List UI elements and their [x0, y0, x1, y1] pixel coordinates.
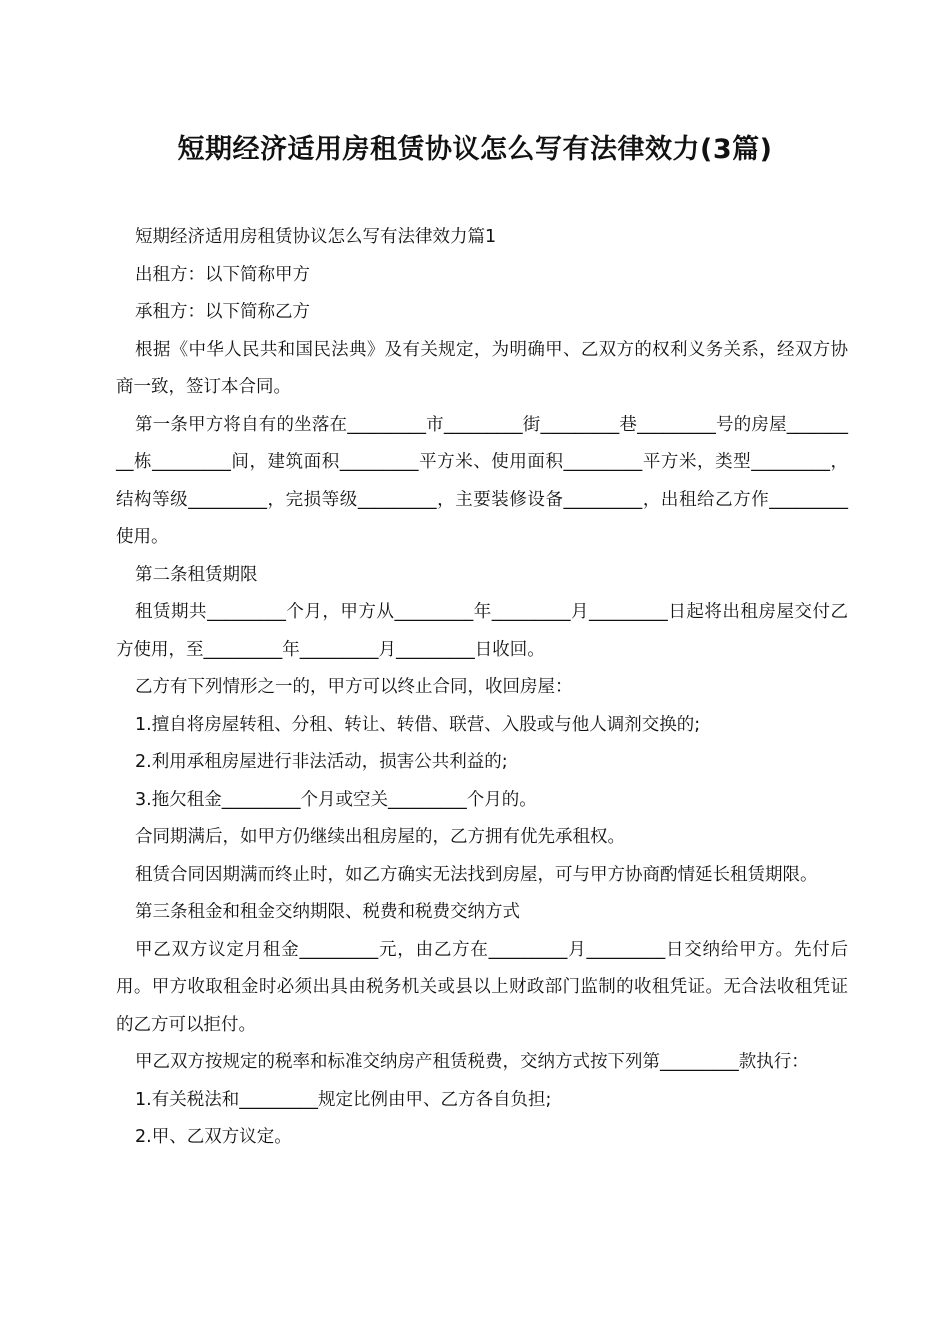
- paragraph-lessee: 承租方：以下简称乙方: [135, 302, 310, 322]
- heading-article-3: 第三条租金和租金交纳期限、税费和税费交纳方式: [135, 902, 520, 922]
- list-item-termination-3: 3.拖欠租金_________个月或空关_________个月的。: [135, 789, 537, 810]
- paragraph-preamble: 根据《中华人民共和国民法典》及有关规定，为明确甲、乙双方的权利义务关系，经双方协商一致，签订本合同。: [116, 339, 848, 397]
- paragraph-extension: 租赁合同因期满而终止时，如乙方确实无法找到房屋，可与甲方协商酌情延长租赁期限。: [135, 864, 818, 885]
- document-body: [116, 219, 848, 1157]
- paragraph-priority-right: 合同期满后，如甲方仍继续出租房屋的，乙方拥有优先承租权。: [135, 827, 625, 847]
- list-item-termination-2: 2.利用承租房屋进行非法活动，损害公共利益的;: [135, 752, 508, 772]
- paragraph-article-1: 第一条甲方将自有的坐落在_________市_________街_________巷_________号的房屋_________栋_________间，建筑面积_________平方米、使用面积_________平方米，类型_________，结构等级_________，完损等级_________，主要装修设备_________，出租给乙方作_________使用。: [116, 414, 848, 547]
- section-heading: 短期经济适用房租赁协议怎么写有法律效力篇1: [135, 227, 497, 247]
- list-item-tax-2: 2.甲、乙双方议定。: [135, 1127, 292, 1147]
- paragraph-tax: 甲乙双方按规定的税率和标准交纳房产租赁税费，交纳方式按下列第_________款执行：: [135, 1052, 809, 1072]
- paragraph-rent: 甲乙双方议定月租金_________元，由乙方在_________月_________日交纳给甲方。先付后用。甲方收取租金时必须出具由税务机关或县以上财政部门监制的收租凭证。无合法收租凭证的乙方可以拒付。: [116, 939, 848, 1035]
- list-item-termination-1: 1.擅自将房屋转租、分租、转让、转借、联营、入股或与他人调剂交换的;: [135, 714, 701, 735]
- list-item-tax-1: 1.有关税法和_________规定比例由甲、乙方各自负担;: [135, 1089, 552, 1110]
- paragraph-lease-term: 租赁期共_________个月，甲方从_________年_________月_________日起将出租房屋交付乙方使用，至_________年_________月_________日收回。: [116, 602, 848, 660]
- heading-article-2: 第二条租赁期限: [135, 564, 258, 585]
- paragraph-termination-intro: 乙方有下列情形之一的，甲方可以终止合同，收回房屋：: [135, 677, 573, 697]
- document-title: 短期经济适用房租赁协议怎么写有法律效力(3篇): [177, 134, 773, 165]
- paragraph-lessor: 出租方：以下简称甲方: [135, 264, 310, 285]
